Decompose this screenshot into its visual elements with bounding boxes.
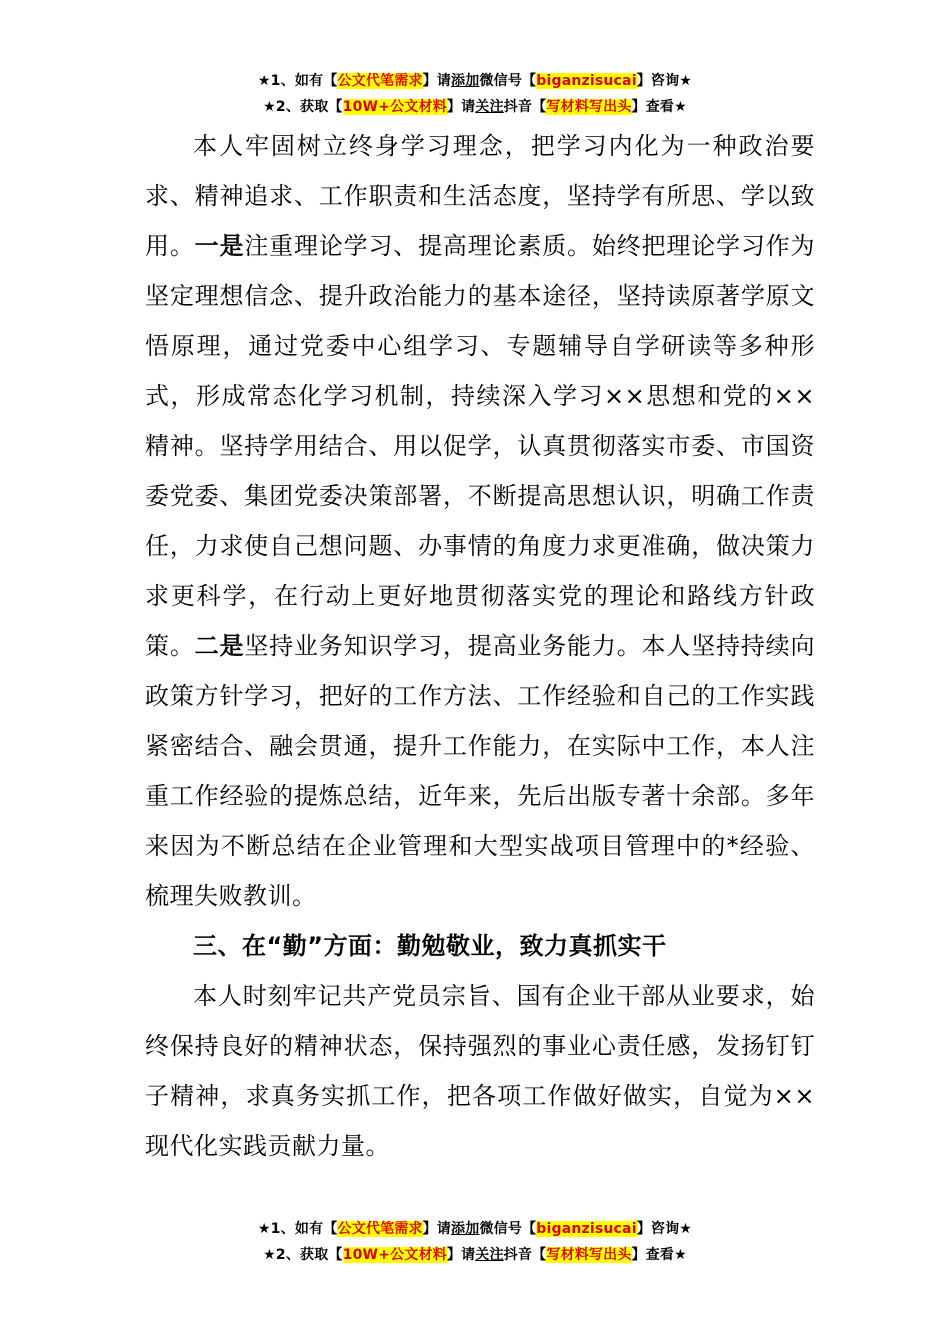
banner-text: ★2、获取【 <box>263 1247 343 1263</box>
highlight-service: 公文代笔需求 <box>337 1221 423 1237</box>
footer-banner <box>0 1216 950 1268</box>
bold-marker-second: 二是 <box>194 632 245 660</box>
highlight-douyin-account: 写材料写出头 <box>546 1247 632 1263</box>
banner-text: 】咨询★ <box>636 1221 693 1237</box>
banner-emphasis: 添加 <box>451 1221 480 1237</box>
highlight-materials: 10W+公文材料 <box>342 1247 447 1263</box>
document-body <box>145 121 815 1171</box>
banner-text: 微信号【 <box>479 1221 537 1237</box>
banner-text: 】咨询★ <box>636 73 693 89</box>
paragraph-diligence: 本人时刻牢记共产党员宗旨、国有企业干部从业要求，始终保持良好的精神状态，保持强烈的事业心责任感，发扬钉钉子精神，求真务实抓工作，把各项工作做好做实，自觉为××现代化实践贡献力量。 <box>145 982 815 1160</box>
banner-text: 】查看★ <box>631 99 687 115</box>
highlight-service: 公文代笔需求 <box>337 73 423 89</box>
banner-text: 】请 <box>446 99 476 115</box>
paragraph-text: 注重理论学习、提高理论素质。始终把理论学习作为坚定理想信念、提升政治能力的基本途径，坚持读原著学原文悟原理，通过党委中心组学习、专题辅导自学研读等多种形式，形成常态化学习机制，持续深入学习××思想和党的××精神。坚持学用结合、用以促学，认真贯彻落实市委、市国资委党委、集团党委决策部署，不断提高思想认识，明确工作责任，力求使自己想问题、办事情的角度力求更准确，做决策力求更科学，在行动上更好地贯彻落实党的理论和路线方针政策。 <box>145 232 816 660</box>
banner-text: 抖音【 <box>503 1247 547 1263</box>
banner-text: 】请 <box>422 1221 452 1237</box>
bold-marker-first: 一是 <box>194 232 245 260</box>
paragraph-text: 本人牢固树立终身学习理念，把学习内化为一种政治要求、精神追求、工作职责和生活态度，坚持学有所思、学以致用。 <box>145 132 815 260</box>
banner-emphasis: 关注 <box>475 1247 504 1263</box>
banner-text: 】查看★ <box>631 1247 687 1263</box>
banner-text: ★1、如有【 <box>257 1221 338 1237</box>
banner-emphasis: 关注 <box>475 99 504 115</box>
header-banner <box>0 68 950 120</box>
banner-text: ★2、获取【 <box>263 99 343 115</box>
banner-text: 】请 <box>422 73 452 89</box>
highlight-wechat-id: biganzisucai <box>536 1221 637 1237</box>
highlight-wechat-id: biganzisucai <box>536 73 637 89</box>
banner-line-1 <box>0 1216 950 1242</box>
banner-text: 抖音【 <box>503 99 547 115</box>
banner-text: 】请 <box>446 1247 476 1263</box>
paragraph-study <box>145 121 815 921</box>
banner-emphasis: 添加 <box>451 73 480 89</box>
banner-line-2 <box>0 94 950 120</box>
highlight-douyin-account: 写材料写出头 <box>546 99 632 115</box>
banner-text: 微信号【 <box>479 73 537 89</box>
paragraph-text: 坚持业务知识学习，提高业务能力。本人坚持持续向政策方针学习，把好的工作方法、工作经验和自己的工作实践紧密结合、融会贯通，提升工作能力，在实际中工作，本人注重工作经验的提炼总结，近年来，先后出版专著十余部。多年来因为不断总结在企业管理和大型实战项目管理中的*经验、梳理失败教训。 <box>145 632 816 910</box>
highlight-materials: 10W+公文材料 <box>342 99 447 115</box>
section-heading: 三、在“勤”方面：勤勉敬业，致力真抓实干 <box>193 932 667 960</box>
banner-line-2 <box>0 1242 950 1268</box>
banner-line-1 <box>0 68 950 94</box>
banner-text: ★1、如有【 <box>257 73 338 89</box>
